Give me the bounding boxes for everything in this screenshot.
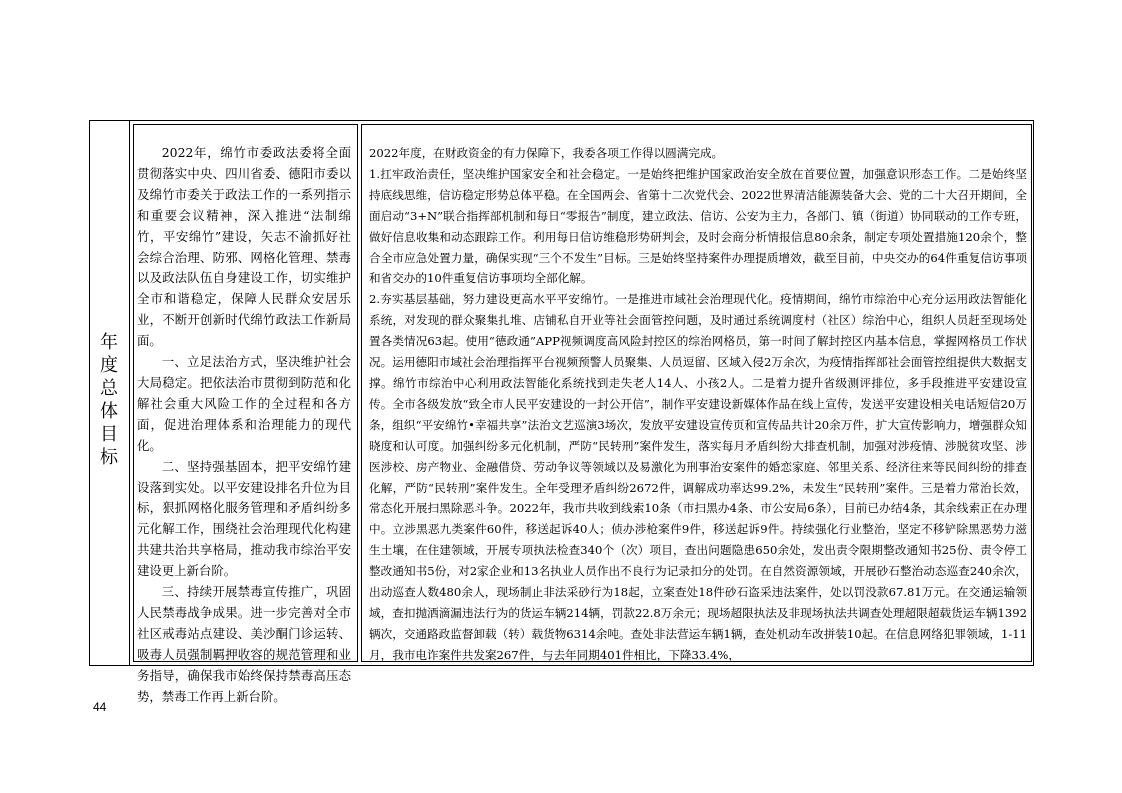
completion-paragraph: 2.夯实基层基础，努力建设更高水平平安绵竹。一是推进市域社会治理现代化。疫情期间，绵竹市综治中心充分运用政法智能化系统，对发现的群众聚集扎堆、店铺私自开业等社会面管控问题，及时通过系统调度村（社区）综治中心，组织人员赶至现场处置各类情况63起。使用“德政通”APP视频调度高风险封控区的综治网格员，第一时间了解封控区内基本信息，掌握网格员工作状况。运用德阳市域社会治理指挥平台视频预警人员聚集、人员逗留、区域入侵2万余次，为疫情指挥部社会面管控组提供大数据支撑。绵竹市综治中心利用政法智能化系统找到走失老人14人、小孩2人。二是着力提升省级测评排位，多手段推进平安建设宣传。全市各级发放“致全市人民平安建设的一封公开信”，制作平安建设新媒体作品在线上宣传，发送平安建设相关电话短信20万条，组织“平安绵竹•幸福共享”法治文艺巡演3场次，发放平安建设宣传页和宣传品共计20余万件，扩大宣传影响力，增强群众知晓度和认可度。加强纠纷多元化机制，严防“民转刑”案件发生，落实每月矛盾纠纷大排查机制，加强对涉疫情、涉脱贫攻坚、涉医涉校、房产物业、金融借贷、劳动争议等领域以及易激化为刑事治安案件的婚恋家庭、邻里关系、经济往来等民间纠纷的排查化解，严防“民转刑”案件发生。全年受理矛盾纠纷2672件，调解成功率达99.2%，未发生“民转刑”案件。三是着力常治长效，常态化开展扫黑除恶斗争。2022年，我市共收到线索10条（市扫黑办4条、市公安局6条），目前已办结4条，其余线索正在办理中。立涉黑恶九类案件60件，移送起诉40人；侦办涉枪案件9件，移送起诉9件。持续强化行业整治，坚定不移铲除黑恶势力滋生土壤，在住建领域，开展专项执法检查340个（次）项目，查出问题隐患650余处，发出责令限期整改通知书25份、责令停工整改通知书5份，对2家企业和13名执业人员作出不良行为记录扣分的处罚。在自然资源领域，开展砂石整治动态巡查240余次，出动巡查人数480余人，现场制止非法采砂行为18起，立案查处18件砂石盗采违法案件，处以罚没款67.81万元。在交通运输领域，查扣抛洒滴漏违法行为的货运车辆214辆，罚款22.8万余元；现场超限执法及非现场执法共调查处理超限超载货运车辆1392辆次，交通路政监督卸载（转）载货物6314余吨。查处非法营运车辆1辆，查处机动车改拼装10起。在信息网络犯罪领域，1-11月，我市电诈案件共发案267件，与去年同期401件相比，下降33.4%， [369, 292, 1027, 662]
label-char: 总 [100, 378, 118, 399]
completion-text [369, 143, 1027, 666]
planned-goal-cell [129, 121, 361, 704]
goal-table [89, 120, 1034, 704]
label-char: 年 [100, 332, 118, 353]
label-char: 标 [100, 447, 118, 468]
planned-goal-paragraph: 一、立足法治方式，坚决维护社会大局稳定。把依法治市贯彻到防范和化解社会重大风险工作的全过程和各方面，促进治理体系和治理能力的现代化。 [137, 354, 351, 453]
planned-goal-paragraph: 三、持续开展禁毒宣传推广，巩固人民禁毒战争成果。进一步完善对全市社区戒毒站点建设、美沙酮门诊运转、吸毒人员强制羁押收容的规范管理和业务指导，确保我市始终保持禁毒高压态势，禁毒工作再上新台阶。 [137, 584, 351, 704]
label-char: 度 [100, 355, 118, 376]
label-char: 目 [100, 424, 118, 445]
completion-paragraph: 1.扛牢政治责任，坚决维护国家安全和社会稳定。一是始终把维护国家政治安全放在首要位置，加强意识形态工作。二是始终坚持底线思维，信访稳定形势总体平稳。在全国两会、省第十二次党代会、2022世界清洁能源装备大会、党的二十大召开期间，全面启动“3+N”联合指挥部机制和每日“零报告”制度，建立政法、信访、公安为主力，各部门、镇（街道）协同联动的工作专班，做好信息收集和动态跟踪工作。利用每日信访维稳形势研判会，及时会商分析情报信息80余条，制定专项处置措施120余个，整合全市应急处置力量，确保实现“三个不发生”目标。三是始终坚持案件办理提质增效，截至目前，中央交办的64件重复信访事项和省交办的10件重复信访事项均全部化解。 [369, 166, 1027, 286]
row-label-annual-overall-goal [96, 331, 122, 469]
planned-goal-text [137, 143, 351, 707]
completion-cell [361, 121, 1035, 665]
completion-paragraph: 2022年度，在财政资金的有力保障下，我委各项工作得以圆满完成。 [369, 146, 724, 160]
page-number: 44 [93, 700, 107, 714]
label-char: 体 [100, 401, 118, 422]
planned-goal-paragraph: 2022年，绵竹市委政法委将全面贯彻落实中央、四川省委、德阳市委以及绵竹市委关于政法工作的一系列指示和重要会议精神，深入推进“法制绵竹，平安绵竹”建设，矢志不渝抓好社会综合治理、防邪、网格化管理、禁毒以及政法队伍自身建设工作，切实维护全市和谐稳定，保障人民群众安居乐业，不断开创新时代绵竹政法工作新局面。 [137, 145, 351, 349]
row-label-cell [90, 121, 129, 665]
planned-goal-paragraph: 二、坚持强基固本，把平安绵竹建设落到实处。以平安建设排名升位为目标，狠抓网格化服务管理和矛盾纠纷多元化解工作，围绕社会治理现代化构建共建共治共享格局，推动我市综治平安建设更上新台阶。 [137, 458, 351, 579]
